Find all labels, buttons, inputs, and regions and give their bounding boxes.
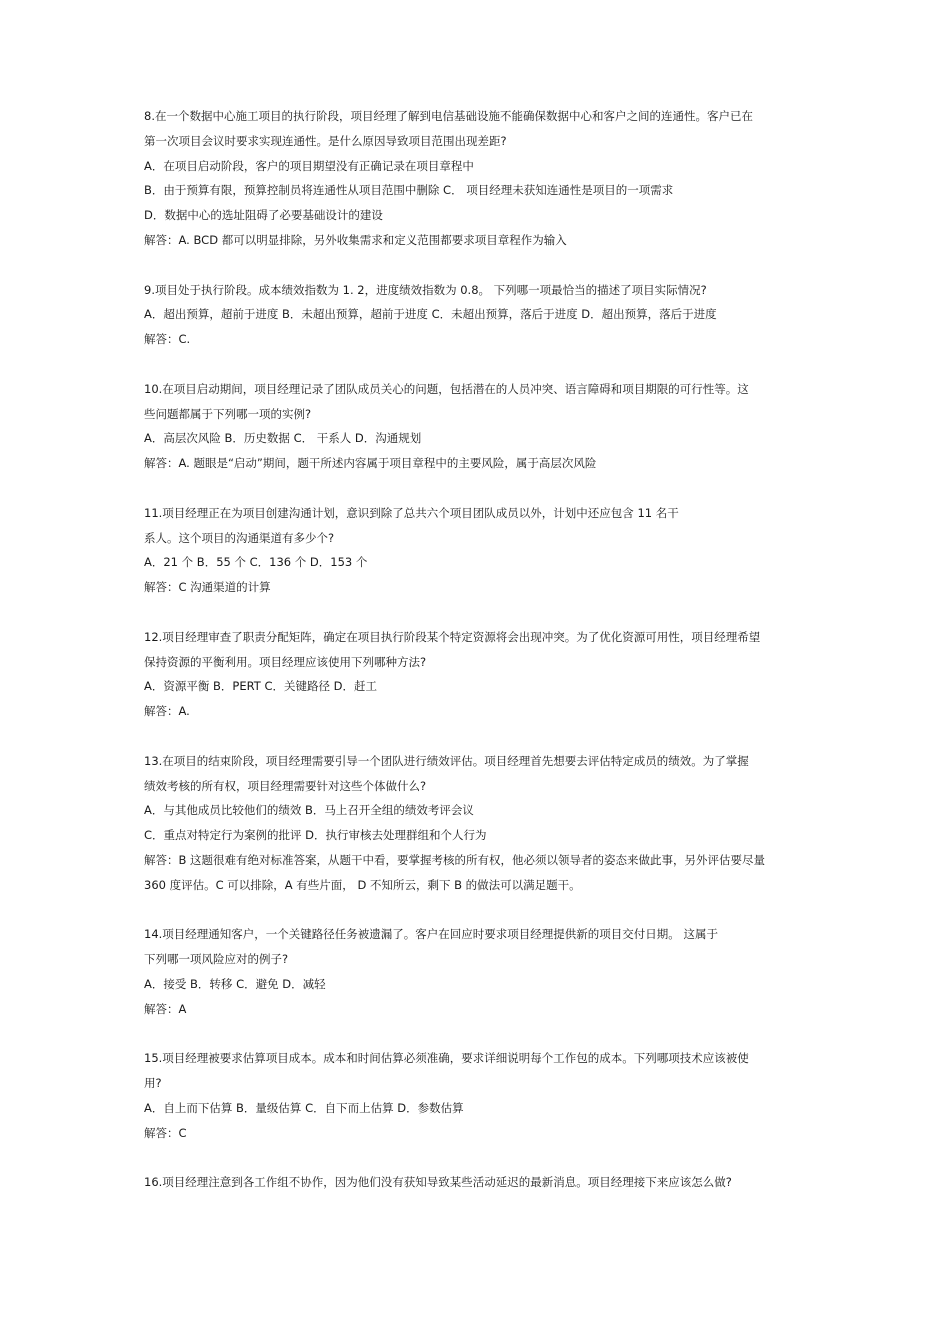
question-text-cont: 下列哪一项风险应对的例子?	[144, 952, 289, 967]
question-text-cont: 第一次项目会议时要求实现连通性。是什么原因导致项目范围出现差距?	[144, 133, 507, 148]
question-text: 12.项目经理审查了职责分配矩阵，确定在项目执行阶段某个特定资源将会出现冲突。为了优化资源可用性，项目经理希望	[144, 629, 761, 644]
answer-explanation: 解答：A. BCD 都可以明显排除，另外收集需求和定义范围都要求项目章程作为输入	[144, 232, 567, 247]
answer-explanation: 解答：B 这题很难有绝对标准答案，从题干中看，要掌握考核的所有权，他必须以领导者的姿态来做此事，另外评估要尽量	[144, 852, 766, 867]
answer-option: A．接受 B．转移 C．避免 D．减轻	[144, 976, 326, 991]
spacer	[144, 1021, 819, 1046]
question-text-cont: 些问题都属于下列哪一项的实例?	[144, 406, 312, 421]
answer-option: A．高层次风险 B．历史数据 C． 干系人 D．沟通规划	[144, 431, 422, 446]
question-text-cont: 系人。这个项目的沟通渠道有多少个?	[144, 530, 335, 545]
question-text: 13.在项目的结束阶段，项目经理需要引导一个团队进行绩效评估。项目经理首先想要去评估特定成员的绩效。为了掌握	[144, 753, 749, 768]
spacer	[144, 600, 819, 625]
answer-explanation: 解答：C.	[144, 332, 191, 347]
answer-option: A．与其他成员比较他们的绩效 B．马上召开全组的绩效考评会议	[144, 803, 474, 818]
answer-explanation: 解答：A	[144, 1001, 187, 1016]
question-block	[144, 104, 819, 253]
answer-explanation-cont: 360 度评估。C 可以排除，A 有些片面， D 不知所云，剩下 B 的做法可以满足题干。	[144, 877, 581, 892]
question-text: 8.在一个数据中心施工项目的执行阶段，项目经理了解到电信基础设施不能确保数据中心和客户之间的连通性。客户已在	[144, 109, 753, 123]
question-block	[144, 922, 819, 1021]
question-block	[144, 1046, 819, 1145]
answer-explanation: 解答：C	[144, 1125, 187, 1140]
answer-option: A．超出预算，超前于进度 B．未超出预算，超前于进度 C．未超出预算，落后于进度 D．超出预算，落后于进度	[144, 307, 717, 322]
spacer	[144, 898, 819, 923]
question-block	[144, 749, 819, 898]
answer-option: B．由于预算有限，预算控制员将连通性从项目范围中删除 C． 项目经理未获知连通性是项目的一项需求	[144, 183, 674, 198]
question-block	[144, 377, 819, 476]
question-text: 9.项目处于执行阶段。成本绩效指数为 1. 2，进度绩效指数为 0.8。 下列哪一项最恰当的描述了项目实际情况?	[144, 282, 707, 297]
spacer	[144, 724, 819, 749]
answer-option: A．资源平衡 B．PERT C．关键路径 D．赶工	[144, 679, 377, 694]
spacer	[144, 352, 819, 377]
question-text: 10.在项目启动期间，项目经理记录了团队成员关心的问题，包括潜在的人员冲突、语言障碍和项目期限的可行性等。这	[144, 381, 749, 396]
question-block	[144, 1170, 819, 1195]
spacer	[144, 476, 819, 501]
answer-explanation: 解答：A.	[144, 704, 190, 719]
question-text-cont: 用?	[144, 1076, 162, 1091]
question-block	[144, 625, 819, 724]
question-block	[144, 278, 819, 352]
spacer	[144, 253, 819, 278]
answer-option: A．在项目启动阶段，客户的项目期望没有正确记录在项目章程中	[144, 158, 474, 173]
question-text-cont: 绩效考核的所有权，项目经理需要针对这些个体做什么?	[144, 778, 427, 793]
question-text-cont: 保持资源的平衡利用。项目经理应该使用下列哪种方法?	[144, 654, 427, 669]
answer-explanation: 解答：C 沟通渠道的计算	[144, 580, 271, 595]
answer-option: A．自上而下估算 B．量级估算 C．自下而上估算 D．参数估算	[144, 1100, 464, 1115]
document-page	[144, 104, 819, 1195]
spacer	[144, 1145, 819, 1170]
answer-explanation: 解答：A. 题眼是“启动”期间，题干所述内容属于项目章程中的主要风险，属于高层次风险	[144, 456, 597, 471]
question-text: 11.项目经理正在为项目创建沟通计划，意识到除了总共六个项目团队成员以外，计划中还应包含 11 名干	[144, 505, 679, 520]
answer-option: D．数据中心的选址阻碍了必要基础设计的建设	[144, 208, 383, 223]
question-text: 16.项目经理注意到各工作组不协作，因为他们没有获知导致某些活动延迟的最新消息。项目经理接下来应该怎么做?	[144, 1175, 732, 1190]
answer-option: C．重点对特定行为案例的批评 D．执行审核去处理群组和个人行为	[144, 828, 487, 843]
answer-option: A．21 个 B．55 个 C．136 个 D．153 个	[144, 555, 368, 570]
question-text: 14.项目经理通知客户，一个关键路径任务被遗漏了。客户在回应时要求项目经理提供新的项目交付日期。 这属于	[144, 927, 718, 942]
question-text: 15.项目经理被要求估算项目成本。成本和时间估算必须准确，要求详细说明每个工作包的成本。下列哪项技术应该被使	[144, 1051, 749, 1066]
question-block	[144, 501, 819, 600]
